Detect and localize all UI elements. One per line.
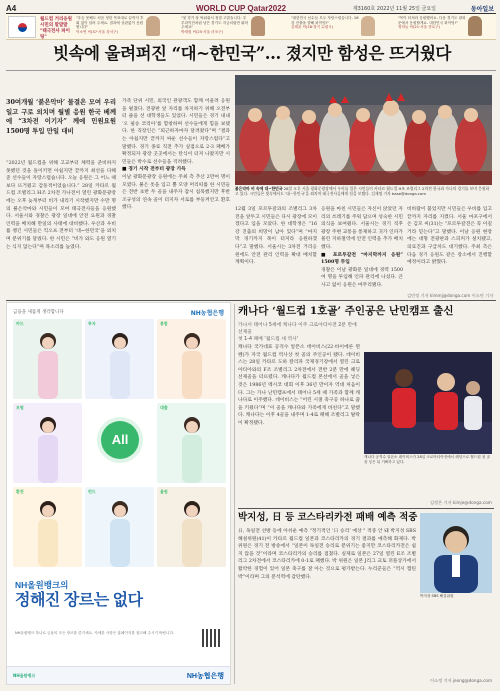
park-photo-caption: 박지성 SBS 해설위원 xyxy=(420,594,454,598)
cheer-quote xyxy=(181,16,265,38)
article-text: 캐나다 국가대표 공격수 알폰소 데이비스(22·바이에른 뮌헨)가 자국 월드컵 역사상 첫 골의 주인공이 됐다. 데이비스는 28일 카타르 도하 칼리파 국제경기장에서 열린 크로아티아와의 F조 조별리그 2차전에서 전반 2분 만에 헤딩 선제골을 터뜨렸다. 캐나다가 월드컵 본선에서 골을 넣은 것은 1986년 멕시코 대회 이후 36년 만이자 역대 처음이다. 그는 가나 난민캠프에서 태어나 5세 때 가족과 함께 캐나다로 이주했다. 데이비스는 “어린 시절 축구공 하나로 꿈을 키웠다”며 “이 골을 캐나다와 가족에게 바친다”고 말했다. 캐나다는 이후 4골을 내주며 1-4로 패해 조별리그 탈락이 확정됐다. xyxy=(238,345,360,426)
paper-name: 동아일보 xyxy=(470,5,494,13)
quote-author: 박재원 씨(25·서울 마포구) xyxy=(181,29,224,34)
ad-footer xyxy=(7,666,230,684)
section-divider xyxy=(6,300,496,301)
article-park-title: 박지성, 日 등 코스타리카전 패배 예측 적중 xyxy=(238,512,418,523)
subtitle-line: 첫 1-4 패배 ‘월드컵 새 역사’ xyxy=(238,337,299,342)
story-column-3 xyxy=(235,206,317,300)
player-illustration xyxy=(364,352,492,454)
ad-brand-logo: NH농협은행 xyxy=(190,310,224,317)
story-text: 이날 광화문광장 응원에는 주최 측 추산 2만여 명이 모였다. 붉은 옷을 입고 뿔 모양 머리띠를 한 시민들은 전반 초반 두 골을 내주자 잠시 침묵했지만 후반 조규성의 연속 골이 터지자 서로를 부둥켜안고 환호했다. xyxy=(122,174,230,211)
all-one-badge: All xyxy=(101,421,139,459)
ad-fine-print: NH올원뱅크 하나로 금융의 모든 장르를 즐기세요. 자세한 사항은 홈페이지를 참고해 주시기 바랍니다. xyxy=(15,631,175,635)
model-figure-icon xyxy=(33,329,63,399)
article-park-byline: 이소정 기자 jeong@donga.com xyxy=(430,678,493,683)
cheer-strip xyxy=(6,14,496,40)
caption-title: 붉은악마 비 속에 대~한민국 xyxy=(235,186,283,191)
ad-center-badge xyxy=(89,401,150,481)
article-canada-body xyxy=(238,344,360,509)
cell-label: 카드 xyxy=(16,321,24,326)
story-text: 가족 단위 시민, 외국인 관광객도 함께 어울려 응원을 펼쳤다. 전광판 앞 자리를 차지하기 위해 오전부터 줄을 선 대학생들도 있었다. 시민들은 경기 내내 ‘오 필승 코리아’를 합창하며 선수들에게 힘을 보탰다. 한 직장인은 “퇴근하자마자 달려왔다”며 “결과는 아쉽지만 끝까지 싸운 선수들이 자랑스럽다”고 말했다. 경기 종료 직전 추가 실점으로 2-3 패배가 확정되자 광장 곳곳에서는 탄식이 터져 나왔지만 시민들은 박수로 선수들을 격려했다. xyxy=(122,99,230,165)
portrait-photo xyxy=(251,16,265,36)
story-lede: 30여개월 ‘붉은악마’ 물결은 모여 우리 일고 구로 외치며 월별 응원 한국 베께에 “3차전 이기자” 께에 민원요원 1500명 투입 만일 대비 xyxy=(6,98,116,136)
article-canada-title: 캐나다 ‘월드컵 1호골’ 주인공은 난민캠프 출신 xyxy=(238,305,454,317)
story-column-1 xyxy=(6,160,116,300)
quote-text: "대한민국 선수들 모두 자랑스럽습니다. 16강 진출을 향해 파이팅!" xyxy=(291,16,359,25)
cell-label: 보험 xyxy=(16,405,24,410)
model-figure-icon xyxy=(33,413,63,483)
crowd-illustration xyxy=(235,75,492,185)
ad-slogan-small: NH올원뱅크의 xyxy=(15,580,69,590)
story-text: 12월 3일 포르투갈과의 조별리그 3차전을 앞두고 시민들은 다시 광장에 모이겠다고 입을 모았다. 한 대학생은 “16강 진출의 희망이 남아 있다”며 “마지막 경기까지 목이 터져라 응원하겠다”고 말했다. 서울시는 3차전 거리응원에도 안전 관리 인력을 확대 배치할 계획이다. xyxy=(235,207,317,266)
story-subhead: ■ 경기 시작 전부터 광장 가득 xyxy=(122,166,186,173)
model-figure-icon xyxy=(33,497,63,567)
ad-slogan-main: 정해진 장르는 없다 xyxy=(15,592,143,609)
portrait-photo xyxy=(146,16,160,36)
story-text: 응원을 마친 시민들은 자신이 앉았던 자리의 쓰레기를 주워 담으며 성숙한 시민의식을 보여줬다. 서울시는 경기 직후 광장 주변 교통을 통제하고 귀가 인파가 몰린 지하철역에 안전 인력을 추가 배치했다. xyxy=(321,207,403,250)
ad-photo-cell xyxy=(85,319,154,399)
cheer-quote xyxy=(291,16,375,38)
canada-player-photo xyxy=(364,352,492,454)
article-park-body xyxy=(238,528,416,680)
portrait-illustration xyxy=(420,513,492,593)
model-figure-icon xyxy=(177,329,207,399)
ad-photo-cell xyxy=(13,403,82,483)
article-canada-byline: 김정은 기자 kimje@donga.com xyxy=(430,500,492,505)
canada-photo-caption: 캐나다 공격수 알폰소 데이비스가 28일 크로아티아전에서 헤딩으로 월드컵 첫 골을 넣은 뒤 기뻐하고 있다. xyxy=(364,455,490,464)
cheer-strip-tag: 월드컵 거리응원 시민의 말말말 "태극전사 파이팅" xyxy=(40,17,72,40)
section-title: WORLD CUP Qatar2022 xyxy=(196,3,287,13)
quote-text: "첫 경기 잘 싸워줘서 정말 고맙습니다. 우루과이전처럼 남은 경기도 지금처럼만 뛰어주세요" xyxy=(181,16,249,30)
quote-author: 이소연 씨(37·서울 강서구) xyxy=(76,29,119,34)
ad-photo-cell xyxy=(85,487,154,567)
story-column-4 xyxy=(321,206,403,300)
headline-rule xyxy=(6,70,496,71)
story-text: 비바람이 불었지만 시민들은 우비를 입고 끝까지 자리를 지켰다. 서울 마포구에서 온 김모 씨(31)는 “포르투갈전은 꼭 이길 거라 믿는다”고 말했다. 이날 응원 현장에는 대형 전광판과 스피커가 설치됐고, 의료진과 구급차도 대기했다. 주최 측은 다음 경기 응원도 같은 장소에서 진행할 예정이라고 밝혔다. xyxy=(407,207,492,266)
ad-footer-bank: NH농협은행 xyxy=(186,673,224,680)
ad-photo-cell xyxy=(157,403,226,483)
korea-flag-icon xyxy=(8,16,36,38)
cell-label: 투자 xyxy=(88,321,96,326)
nh-bank-advertisement[interactable] xyxy=(6,302,231,685)
cell-label: 통합 xyxy=(160,321,168,326)
cheer-quote xyxy=(398,16,482,38)
issue-meta: 제3160호 2022년 11월 25일 금요일 xyxy=(352,5,436,12)
ad-photo-grid xyxy=(13,319,226,569)
main-headline: 빗속에 울려퍼진 “대~한민국”… 졌지만 함성은 뜨거웠다 xyxy=(53,44,451,63)
model-figure-icon xyxy=(177,413,207,483)
quote-author: 김태윤 씨(28·경기 수원시) xyxy=(291,25,334,30)
cheer-quote xyxy=(76,16,160,38)
ad-photo-cell xyxy=(157,319,226,399)
cell-label: 펀드 xyxy=(88,489,96,494)
article-canada-subtitle xyxy=(238,322,358,343)
article-text: 日, 독일전 선방 등에 아쉬운 예측 "정기적인 ‘日 승리’ 예상 " 적중 안 돼 박지성 SBS 해설위원(41)이 카타르 월드컵 일본과 코스타리카의 경기 결과를 예측해 화제다. 박 위원은 경기 전 방송에서 “일본이 독일전 승리로 분위기는 좋지만 코스타리카전은 쉽지 않을 것”이라며 코스타리카의 승리를 점쳤다. 실제로 일본은 27일 열린 E조 조별리그 2차전에서 코스타리카에 0-1로 패했다. 박 위원은 일본 J리그 교토 퍼플상가에서 활약한 경험이 있어 일본 축구를 잘 아는 것으로 평가받는다. 누리꾼들은 “역시 캡틴 박”이라며 그의 분석력에 감탄했다. xyxy=(238,529,416,580)
article-divider xyxy=(238,508,494,509)
cell-label: 환전 xyxy=(16,489,24,494)
model-figure-icon xyxy=(177,497,207,567)
story-column-2 xyxy=(122,98,230,300)
qr-code-icon[interactable] xyxy=(202,629,220,647)
story-subhead: ■ 포르투갈전 “마지막까지 응원” 1500명 투입 xyxy=(321,251,403,266)
portrait-photo xyxy=(361,16,375,36)
quote-author: 정하늘 씨(21·서울 종로구) xyxy=(398,25,441,30)
quote-text: "목이 터져라 응원했어요. 다음 경기도 광화문에서 응원할게요. 대한민국 화이팅!" xyxy=(398,16,466,25)
photo-caption xyxy=(235,186,492,202)
model-figure-icon xyxy=(105,497,135,567)
page-number: A4 xyxy=(6,3,17,13)
subtitle-line: 가나서 태어나 5세에 캐나다 이주 크로아티아전 2분 만에 선제골 xyxy=(238,323,357,335)
ad-photo-cell xyxy=(13,487,82,567)
ad-tagline: 금융을 새롭게 생각합니다 xyxy=(13,310,64,315)
ad-photo-cell xyxy=(157,487,226,567)
story-byline: 김민정 기자 kimmj@donga.com 이소연 기자 xyxy=(407,293,494,298)
ad-footer-logo: NH올원뱅크 xyxy=(13,673,36,678)
portrait-photo xyxy=(468,16,482,36)
park-jisung-photo xyxy=(420,513,492,593)
cheering-crowd-photo xyxy=(235,75,492,185)
story-text: 경찰은 이날 광화문 일대에 경력 1500여 명을 투입해 인파 관리에 나섰다. 큰 사고 없이 응원은 마무리됐다. xyxy=(321,267,403,288)
column-divider xyxy=(234,304,235,684)
model-figure-icon xyxy=(105,329,135,399)
cell-label: 올원 xyxy=(160,489,168,494)
story-column-5 xyxy=(407,206,492,292)
story-text: “2022년 월드컵을 위해 고교부터 체력을 준비하지 못했던 것을 돌이키면 아쉽지만 끝까지 최선을 다해준 선수들이 자랑스럽습니다. 오늘 응원은 그 어느 때보다 뜨거웠고 감동적이었습니다.” 28일 카타르 월드컵 조별리그 H조 2차전 가나전이 열린 광화문광장에는 오후 늦게부터 비가 내리기 시작했지만 수만 명의 붉은악마와 시민들이 모여 태극전사들을 응원했다. 서울시와 경찰은 광장 일대에 안전 요원과 경찰 인력을 배치해 만일의 사태에 대비했다. 우산과 우비를 챙긴 시민들은 킥오프 전부터 ‘대~한민국’을 외치며 분위기를 달궜다. 한 시민은 “비가 와도 응원 열기는 식지 않는다”며 목소리를 높였다. xyxy=(6,161,116,250)
quote-text: "우승 못해도 처음 정한 목표대로 끝까지 후회 없이 달려 주세요. 결과에 상관없이 응원합니다" xyxy=(76,16,144,30)
ad-photo-cell xyxy=(13,319,82,399)
caption-text: 28일 오후 서울 광화문광장에서 우비를 입은 시민들이 카타르 월드컵 H조 조별리그 2차전 한국과 가나의 경기를 보며 응원하고 있다. 시민들은 빗속에서도 ‘대~한민국’을 외치며 태극전사들에게 힘을 보탰다. 김재명 기자 base@donga.com xyxy=(235,186,490,197)
cell-label: 대출 xyxy=(160,405,168,410)
